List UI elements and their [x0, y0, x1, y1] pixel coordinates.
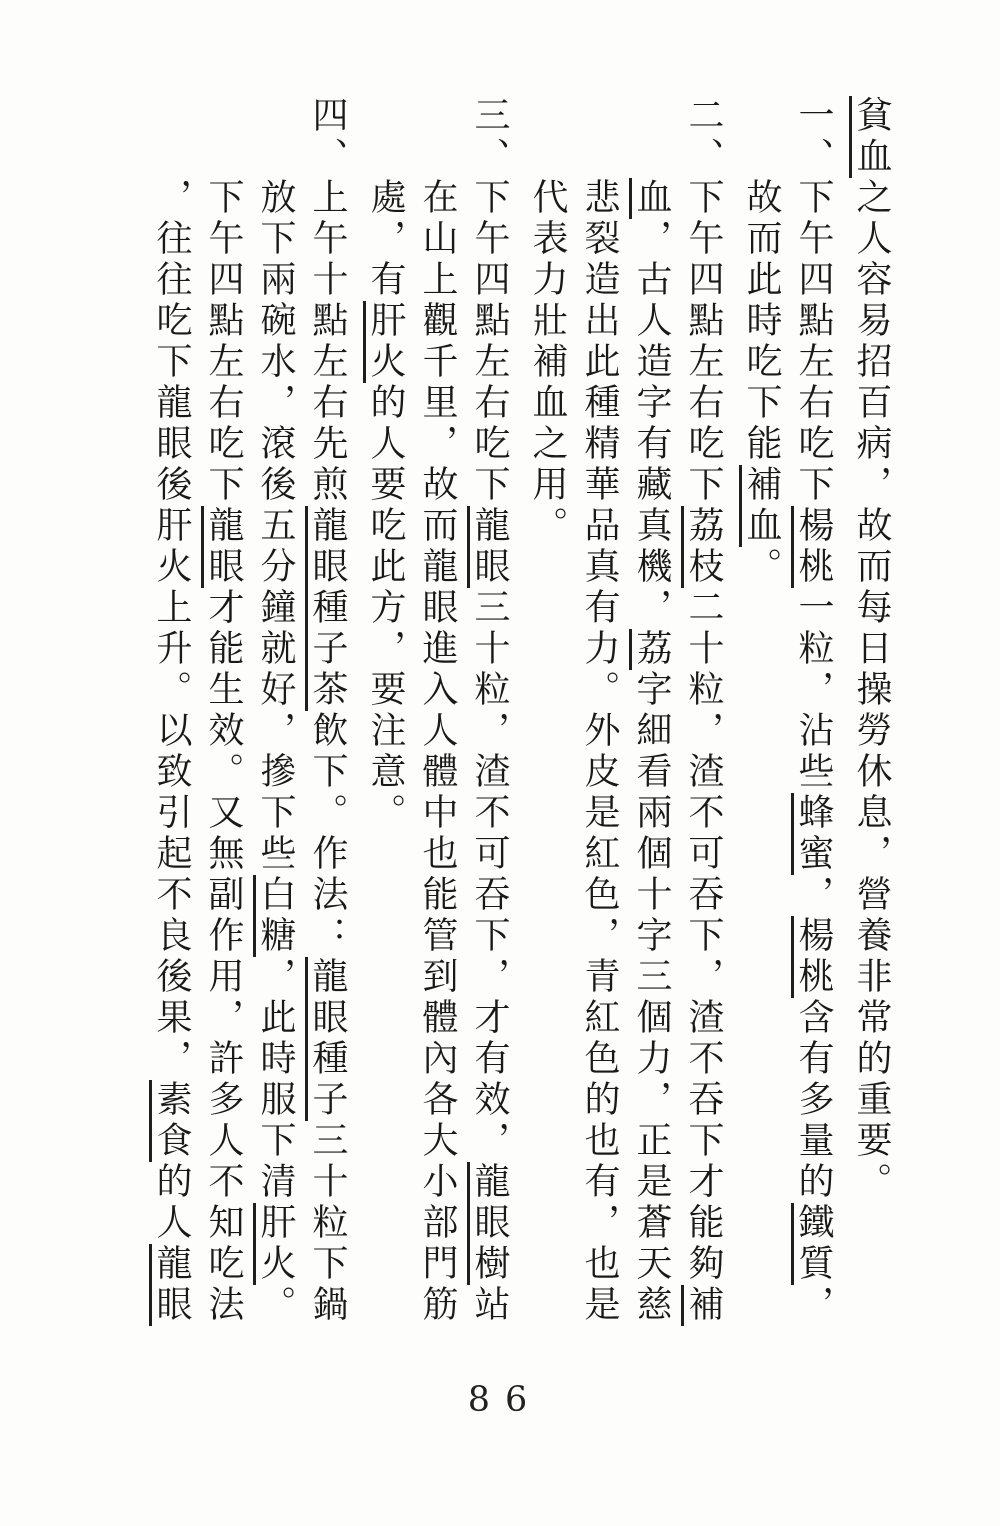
- emphasized-term: 龍眼: [149, 1244, 192, 1326]
- text-column: [250, 96, 302, 1366]
- text-run: 。: [742, 547, 782, 588]
- text-run: 代表力壯補血之用。: [528, 178, 568, 547]
- text-run: 才能生效。又無副作用，許多人不知吃法: [204, 588, 244, 1326]
- emphasized-term: 貧血: [849, 96, 892, 178]
- text-run: 二十粒，渣不可吞下，渣不吞下才能夠: [684, 588, 724, 1285]
- text-run: 故而此時吃下能: [742, 178, 782, 465]
- emphasized-term: 鐵質: [791, 1203, 834, 1285]
- text-column: [198, 96, 250, 1366]
- text-run: 飲下。作法：: [308, 711, 348, 957]
- text-run: 處，有: [366, 178, 406, 301]
- page-number: 86: [467, 1380, 543, 1420]
- text-run: 四、上午十點左右先煎: [308, 96, 348, 506]
- emphasized-term: 蜂蜜: [791, 793, 834, 875]
- text-run: 悲裂造出此種精華品真有力。外皮是紅色，青紅色的也有，也是: [580, 178, 620, 1326]
- text-run: ，古人造字有藏真機，: [632, 219, 672, 629]
- emphasized-term: 補: [681, 1285, 724, 1326]
- text-column: [464, 96, 516, 1366]
- text-column: [146, 96, 198, 1366]
- emphasized-term: 龍眼: [201, 506, 244, 588]
- text-column: [522, 96, 574, 1366]
- text-run: ，: [794, 1285, 834, 1326]
- text-run: 。: [256, 1285, 296, 1326]
- text-column: [678, 96, 730, 1366]
- text-block: [146, 96, 898, 1366]
- text-run: 放下兩碗水，滾後五分鐘就好，摻下些: [256, 178, 296, 875]
- text-run: 站: [470, 1285, 510, 1326]
- emphasized-term: 楊桃: [791, 916, 834, 998]
- text-column: [302, 96, 354, 1366]
- emphasized-term: 荔枝: [681, 506, 724, 588]
- emphasized-term: 龍眼樹: [467, 1162, 510, 1285]
- text-run: 一粒，沾些: [794, 588, 834, 793]
- text-column: [788, 96, 840, 1366]
- text-run: 含有多量的: [794, 998, 834, 1203]
- emphasized-term: 龍眼: [467, 506, 510, 588]
- text-run: 的人: [152, 1162, 192, 1244]
- emphasized-term: 血: [629, 178, 672, 219]
- emphasized-term: 肝火: [363, 301, 406, 383]
- text-column: [574, 96, 626, 1366]
- text-run: ，此時服下清: [256, 957, 296, 1203]
- emphasized-term: 肝火: [253, 1203, 296, 1285]
- text-column: [846, 96, 898, 1366]
- emphasized-term: 龍眼種子茶: [305, 506, 348, 711]
- text-run: 下午四點左右吃下: [204, 178, 244, 506]
- text-run: 一、下午四點左右吃下: [794, 96, 834, 506]
- emphasized-term: 龍眼種子: [305, 957, 348, 1121]
- text-run: 二、下午四點左右吃下: [684, 96, 724, 506]
- text-run: ，往往吃下龍眼後肝火上升。以致引起不良後果，: [152, 178, 192, 1080]
- text-column: [626, 96, 678, 1366]
- text-column: [360, 96, 412, 1366]
- text-run: 之人容易招百病，故而每日操勞休息，營養非常的重要。: [852, 178, 892, 1203]
- emphasized-term: 白糖: [253, 875, 296, 957]
- text-run: ，: [794, 875, 834, 916]
- text-run: 三、下午四點左右吃下: [470, 96, 510, 506]
- text-column: [736, 96, 788, 1366]
- text-run: 三十粒，渣不可吞下，才有效，: [470, 588, 510, 1162]
- text-run: 三十粒下鍋: [308, 1121, 348, 1326]
- text-run: 的人要吃此方，要注意。: [366, 383, 406, 834]
- text-column: [412, 96, 464, 1366]
- text-run: 字細看兩個十字三個力，正是蒼天慈: [632, 670, 672, 1326]
- text-run: 在山上觀千里，故而龍眼進入人體中也能管到體內各大小部門筋: [418, 178, 458, 1326]
- emphasized-term: 素食: [149, 1080, 192, 1162]
- emphasized-term: 楊桃: [791, 506, 834, 588]
- emphasized-term: 補血: [739, 465, 782, 547]
- emphasized-term: 荔: [629, 629, 672, 670]
